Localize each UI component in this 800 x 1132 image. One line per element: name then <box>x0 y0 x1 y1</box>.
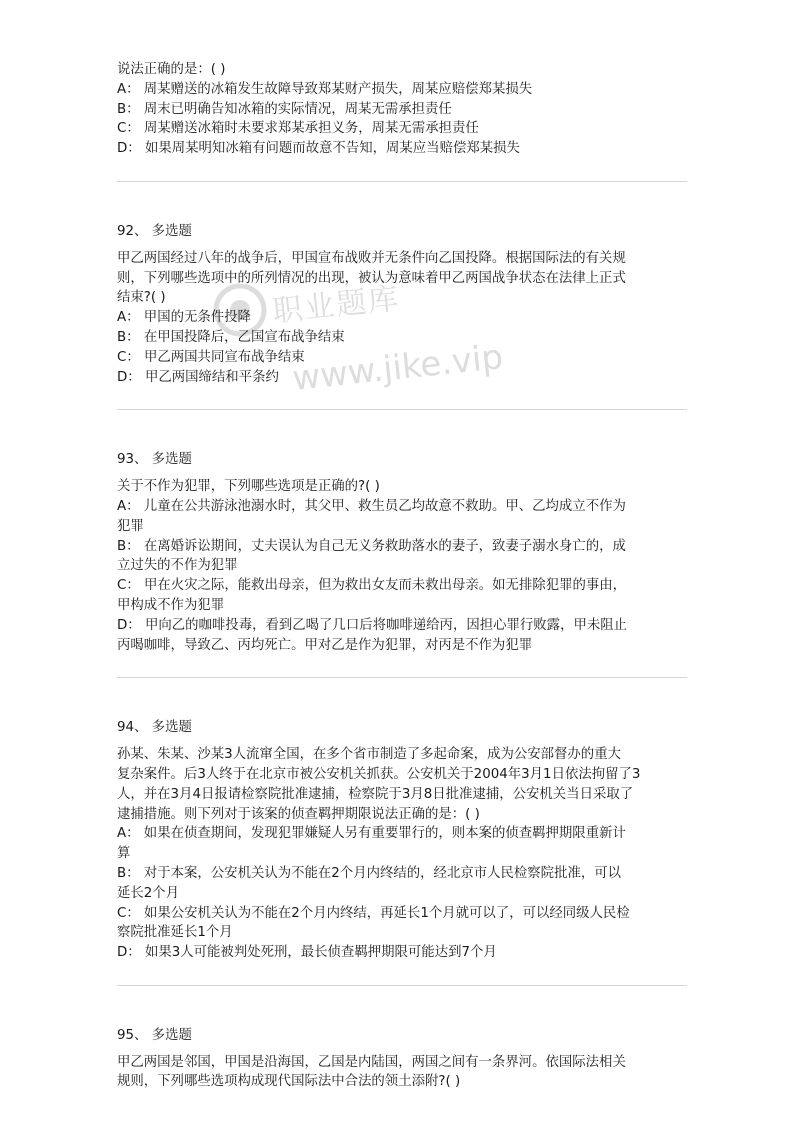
question-stem: 孙某、朱某、沙某3人流窜全国，在多个省市制造了多起命案，成为公安部督办的重大 <box>117 747 621 763</box>
divider <box>117 677 687 678</box>
question-93 <box>117 450 687 655</box>
option-d-cont: 丙喝咖啡，导致乙、丙均死亡。甲对乙是作为犯罪，对丙是不作为犯罪 <box>117 637 533 653</box>
watermark-url: www.jike.vip <box>290 337 505 399</box>
option-a: A： 周某赠送的冰箱发生故障导致郑某财产损失，周某应赔偿郑某损失 <box>117 81 533 97</box>
option-a-cont: 算 <box>117 846 131 862</box>
option-b-cont: 延长2个月 <box>117 885 180 901</box>
question-stem: 结束?( ) <box>117 290 166 306</box>
option-c: C： 甲在火灾之际，能救出母亲，但为救出女友而未救出母亲。如无排除犯罪的事由， <box>117 578 627 594</box>
watermark-title: 职业题库 <box>270 281 402 330</box>
question-stem: 复杂案件。后3人终于在北京市被公安机关抓获。公安机关于2004年3月1日依法拘留了3 <box>117 766 641 782</box>
question-header: 92、 多选题 <box>117 223 192 239</box>
option-a: A： 甲国的无条件投降 <box>117 310 251 326</box>
question-stem: 人，并在3月4日报请检察院批准逮捕，检察院于3月8日批准逮捕，公安机关当日采取了 <box>117 786 634 802</box>
question-stem: 逮捕措施。则下列对于该案的侦查羁押期限说法正确的是：( ) <box>117 806 480 822</box>
option-c: C： 如果公安机关认为不能在2个月内终结，再延长1个月就可以了，可以经同级人民检 <box>117 905 630 921</box>
option-b: B： 在离婚诉讼期间，丈夫误认为自己无义务救助落水的妻子，致妻子溺水身亡的，成 <box>117 538 626 554</box>
question-92 <box>117 222 687 387</box>
option-a: A： 儿童在公共游泳池溺水时，其父甲、救生员乙均故意不救助。甲、乙均成立不作为 <box>117 498 626 514</box>
question-header: 93、 多选题 <box>117 452 192 468</box>
divider <box>117 409 687 410</box>
divider <box>117 181 687 182</box>
option-c: C： 周某赠送冰箱时未要求郑某承担义务，周某无需承担责任 <box>117 121 479 137</box>
option-b: B： 在甲国投降后，乙国宣布战争结束 <box>117 329 345 345</box>
option-d: D： 甲乙两国缔结和平条约 <box>117 369 279 385</box>
question-94 <box>117 718 687 963</box>
question-stem: 说法正确的是：( ) <box>117 62 226 77</box>
question-stem: 则，下列哪些选项中的所列情况的出现，被认为意味着甲乙两国战争状态在法律上正式 <box>117 270 626 286</box>
question-header: 94、 多选题 <box>117 720 192 736</box>
option-b-cont: 立过失的不作为犯罪 <box>117 558 238 574</box>
option-d: D： 甲向乙的咖啡投毒，看到乙喝了几口后将咖啡递给丙，因担心罪行败露，甲未阻止 <box>117 617 628 633</box>
question-stem: 甲乙两国是邻国，甲国是沿海国，乙国是内陆国，两国之间有一条界河。依国际法相关 <box>117 1054 626 1070</box>
question-stem: 关于不作为犯罪，下列哪些选项是正确的?( ) <box>117 479 380 495</box>
option-b: B： 周末已明确告知冰箱的实际情况，周某无需承担责任 <box>117 101 452 117</box>
option-c-cont: 甲构成不作为犯罪 <box>117 597 225 613</box>
option-c: C： 甲乙两国共同宣布战争结束 <box>117 349 305 365</box>
option-c-cont: 察院批准延长1个月 <box>117 925 233 941</box>
divider <box>117 985 687 986</box>
question-stem: 甲乙两国经过八年的战争后，甲国宣布战败并无条件向乙国投降。根据国际法的有关规 <box>117 250 626 266</box>
question-header: 95、 多选题 <box>117 1027 192 1043</box>
question-list <box>117 60 687 1092</box>
question-91 <box>117 60 687 159</box>
option-d: D： 如果周某明知冰箱有问题而故意不告知，周某应当赔偿郑某损失 <box>117 141 520 157</box>
option-a-cont: 犯罪 <box>117 518 144 534</box>
question-stem: 规则，下列哪些选项构成现代国际法中合法的领土添附?( ) <box>117 1074 461 1090</box>
option-a: A： 如果在侦查期间，发现犯罪嫌疑人另有重要罪行的，则本案的侦查羁押期限重新计 <box>117 826 626 842</box>
option-d: D： 如果3人可能被判处死刑，最长侦查羁押期限可能达到7个月 <box>117 945 497 961</box>
question-95 <box>117 1026 687 1092</box>
option-b: B： 对于本案，公安机关认为不能在2个月内终结的，经北京市人民检察院批准，可以 <box>117 865 622 881</box>
